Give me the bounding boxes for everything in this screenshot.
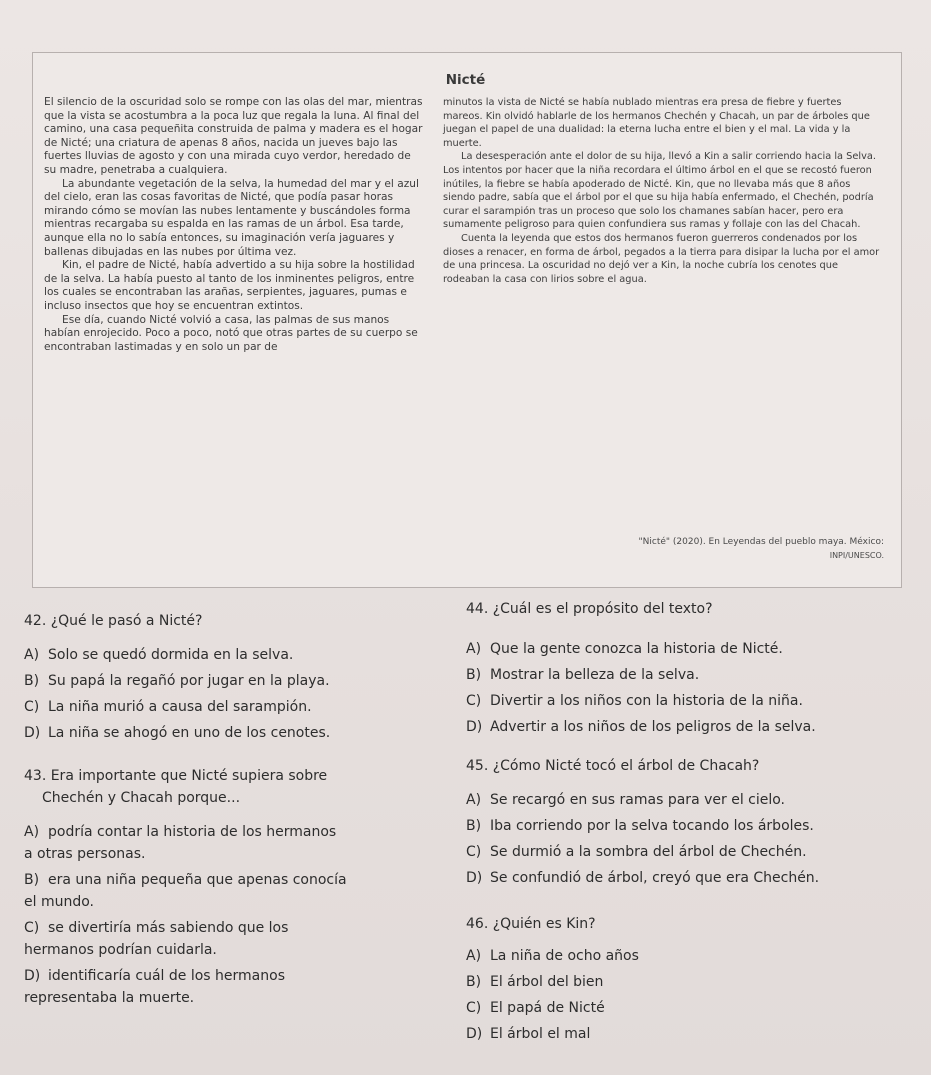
answer-option-d[interactable]: D) El árbol el mal bbox=[466, 1026, 591, 1042]
story-left-column bbox=[44, 96, 424, 354]
answer-option-a[interactable]: A) La niña de ocho años bbox=[466, 948, 639, 964]
answer-option-a[interactable]: A) Se recargó en sus ramas para ver el cielo. bbox=[466, 792, 786, 808]
story-right-column bbox=[443, 96, 881, 286]
question-prompt: 43. Era importante que Nicté supiera sobre bbox=[24, 768, 328, 784]
question-46 bbox=[466, 913, 886, 1045]
story-paragraph: El silencio de la oscuridad solo se rompe con las olas del mar, mientras que la vista se acostumbra a la poca luz que regala la luna. Al final del camino, una casa pequeñita construida de palma y madera es el hogar de Nicté; una criatura de apenas 8 años, nacida un jueves bajo las fuertes lluvias de agosto y con una mirada cuyo verdor, heredado de su madre, penetraba a cualquiera. bbox=[44, 96, 423, 176]
question-45 bbox=[466, 755, 926, 889]
answer-option-d[interactable]: D) identificaría cuál de los hermanos representaba la muerte. bbox=[24, 968, 285, 1006]
answer-option-c[interactable]: C) La niña murió a causa del sarampión. bbox=[24, 699, 312, 715]
story-title: Nicté bbox=[445, 72, 486, 88]
answer-option-b[interactable]: B) era una niña pequeña que apenas conocía el mundo. bbox=[24, 872, 347, 910]
source-citation bbox=[564, 535, 884, 563]
question-prompt-continued: Chechén y Chacah porque... bbox=[42, 790, 241, 806]
answer-option-c[interactable]: C) se divertiría más sabiendo que los hermanos podrían cuidarla. bbox=[24, 920, 289, 958]
question-prompt: 44. ¿Cuál es el propósito del texto? bbox=[466, 601, 713, 617]
story-paragraph: Kin, el padre de Nicté, había advertido a su hija sobre la hostilidad de la selva. La había puesto al tanto de los inminentes peligros, entre los cuales se encontraban las arañas, serpientes, jaguares, pumas e incluso insectos que hoy se encuentran extintos. bbox=[44, 259, 415, 312]
story-paragraph: La desesperación ante el dolor de su hija, llevó a Kin a salir corriendo hacia la Selva. Los intentos por hacer que la niña recordara el último árbol en el que se recostó fueron inútiles, la fiebre se había apoderado de Nicté. Kin, que no llevaba más que 8 años siendo padre, sabía que el árbol por el que su hija había enfermado, el Chechén, podría curar el sarampión tras un proceso que solo los chamanes sabían hacer, pero era sumamente peligroso para quien confundiera sus ramas y follaje con las del Chacah. bbox=[443, 151, 877, 231]
answer-option-d[interactable]: D) Se confundió de árbol, creyó que era Chechén. bbox=[466, 870, 820, 886]
answer-option-c[interactable]: C) Se durmió a la sombra del árbol de Chechén. bbox=[466, 844, 807, 860]
question-prompt: 46. ¿Quién es Kin? bbox=[466, 916, 596, 932]
answer-option-b[interactable]: B) El árbol del bien bbox=[466, 974, 604, 990]
answer-option-b[interactable]: B) Iba corriendo por la selva tocando los árboles. bbox=[466, 818, 814, 834]
story-paragraph: Ese día, cuando Nicté volvió a casa, las palmas de sus manos habían enrojecido. Poco a poco, notó que otras partes de su cuerpo se encontraban lastimadas y en solo un par de bbox=[44, 313, 418, 353]
question-prompt: 45. ¿Cómo Nicté tocó el árbol de Chacah? bbox=[466, 758, 760, 774]
question-43 bbox=[24, 765, 454, 1009]
question-42 bbox=[24, 610, 444, 744]
citation-publisher: INPI/UNESCO. bbox=[829, 551, 884, 560]
answer-option-a[interactable]: A) Solo se quedó dormida en la selva. bbox=[24, 647, 294, 663]
answer-option-c[interactable]: C) Divertir a los niños con la historia de la niña. bbox=[466, 693, 803, 709]
citation-text: "Nicté" (2020). En Leyendas del pueblo maya. México: bbox=[638, 537, 884, 547]
question-prompt: 42. ¿Qué le pasó a Nicté? bbox=[24, 613, 203, 629]
story-paragraph: La abundante vegetación de la selva, la humedad del mar y el azul del cielo, eran las cosas favoritas de Nicté, que podía pasar horas mirando cómo se movían las nubes lentamente y buscándoles forma mientras recargaba su espalda en las ramas de un árbol. Esa tarde, aunque ella no lo sabía entonces, su imaginación vería jaguares y ballenas dibujadas en las nubes por última vez. bbox=[44, 177, 419, 258]
answer-option-b[interactable]: B) Mostrar la belleza de la selva. bbox=[466, 667, 700, 683]
answer-option-a[interactable]: A) Que la gente conozca la historia de Nicté. bbox=[466, 641, 783, 657]
answer-option-d[interactable]: D) Advertir a los niños de los peligros de la selva. bbox=[466, 719, 816, 735]
answer-option-c[interactable]: C) El papá de Nicté bbox=[466, 1000, 605, 1016]
question-44 bbox=[466, 598, 916, 738]
answer-option-d[interactable]: D) La niña se ahogó en uno de los cenotes. bbox=[24, 725, 331, 741]
answer-option-a[interactable]: A) podría contar la historia de los hermanos a otras personas. bbox=[24, 824, 337, 862]
story-paragraph: Cuenta la leyenda que estos dos hermanos fueron guerreros condenados por los dioses a renacer, en forma de árbol, pegados a la tierra para disipar la lucha por el amor de una princesa. La oscuridad no dejó ver a Kin, la noche cubría los cenotes que rodeaban la casa con lirios sobre el agua. bbox=[443, 232, 880, 285]
story-paragraph: minutos la vista de Nicté se había nublado mientras era presa de fiebre y fuertes mareos. Kin olvidó hablarle de los hermanos Chechén y Chacah, un par de árboles que juegan el papel de una dualidad: la eterna lucha entre el bien y el mal. La vida y la muerte. bbox=[443, 97, 870, 149]
answer-option-b[interactable]: B) Su papá la regañó por jugar en la playa. bbox=[24, 673, 330, 689]
